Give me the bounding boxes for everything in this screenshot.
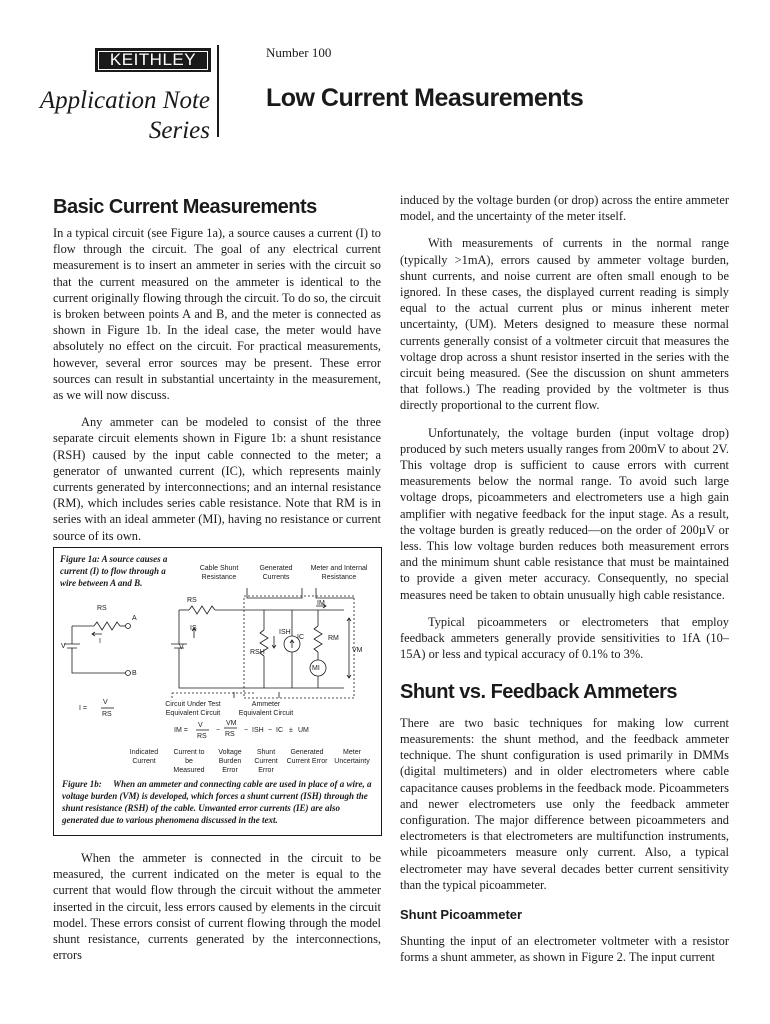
term-current: Current to be Measured — [173, 749, 205, 774]
formula-plusminus: ± — [289, 727, 293, 734]
arrow — [272, 636, 276, 648]
arrow — [290, 640, 294, 648]
label-generated-currents: Generated Currents — [259, 565, 293, 581]
term-voltage: Voltage Burden Error — [218, 749, 242, 774]
term-generated: Generated Current Error — [286, 749, 328, 765]
label-vm: VM — [352, 647, 363, 654]
formula-minus: − — [216, 727, 221, 734]
formula-minus: − — [268, 727, 273, 734]
paragraph-r1: induced by the voltage burden (or drop) across the entire ammeter model, and the uncertainty of the meter itself. — [400, 193, 729, 224]
figure-1b-text: When an ammeter and connecting cable are used in place of a wire, a voltage burden (VM) is developed, which forces a shunt current (ISH) through the shunt resistance (RSH) of the cable. Unwanted error currents (IE) are also generated due to various phenomena discussed in the text. — [62, 779, 372, 825]
label-rs-1b: RS — [187, 597, 197, 604]
paragraph-1 — [53, 225, 381, 403]
term-indicated: Indicated Current — [129, 749, 159, 765]
arrow — [92, 632, 102, 636]
terminal-a — [126, 624, 131, 629]
page-title: Low Current Measurements — [266, 84, 584, 112]
formula-ish: ISH — [252, 727, 264, 734]
formula-vm: VM — [226, 720, 237, 727]
arrow — [347, 618, 351, 678]
label-a: A — [132, 615, 137, 622]
note-number: Number 100 — [266, 45, 332, 60]
figure-1b-caption — [62, 778, 374, 826]
label-ic: IC — [297, 634, 304, 641]
figure-1a-caption: Figure 1a: A source causes a current (I) to flow through a wire between A and B. — [60, 554, 168, 588]
paragraph-3: When the ammeter is connected in the circuit to be measured, the current indicated on the meter is equal to the current that would flow through the circuit without the ammeter inserted in the circuit, less errors caused by elements in the circuit model. These errors consist of current flowing through the model shunt resistance, currents generated by the interconnections, errors — [53, 851, 381, 963]
header-divider — [217, 45, 219, 137]
resistor-rm — [314, 626, 322, 652]
label-rm: RM — [328, 635, 339, 642]
series-title — [40, 86, 210, 146]
paragraph-1-text: In a typical circuit (see Figure 1a), a source causes a current (I) to flow through the circuit. The goal of any electrical current measurement is to insert an ammeter in series with the circuit so that the current measured on the ammeter is identical to the current originally flowing through the circuit. To do so, the circuit is broken between points A and B, and the meter is connected as shown in Figure 1b. In the ideal case, the meter would have absolutely no effect on the circuit. For practical measurements, however, several error sources may be present. These error sources can result in substantial uncertainty in the measurement, as we will now discuss. — [53, 226, 381, 403]
label-circuit-under-test: Circuit Under Test Equivalent Circuit — [165, 701, 221, 717]
subheading-shunt-picoammeter: Shunt Picoammeter — [400, 906, 523, 922]
formula-im: IM = — [174, 727, 188, 734]
label-rsh: RSH — [250, 649, 265, 656]
right-column — [400, 192, 729, 966]
formula-minus: − — [244, 727, 249, 734]
series-line-2: Series — [148, 117, 210, 144]
term-shunt: Shunt Current Error — [254, 749, 278, 774]
label-ish: ISH — [279, 629, 291, 636]
label-i: I — [99, 638, 101, 645]
dashed-box — [172, 693, 254, 698]
label-mi: MI — [312, 665, 320, 672]
left-column-bottom — [53, 850, 381, 963]
series-line-1: Application Note — [39, 87, 210, 114]
section-heading-basic: Basic Current Measurements — [53, 196, 317, 218]
battery — [64, 644, 80, 648]
label-is: IS — [190, 625, 197, 632]
term-meter: Meter Uncertainty — [334, 749, 370, 765]
label-v-1a: V — [61, 643, 66, 650]
label-b: B — [132, 670, 137, 677]
formula-um: UM — [298, 727, 309, 734]
label-rs-den: RS — [102, 711, 112, 718]
paragraph-r6: Shunting the input of an electrometer voltmeter with a resistor forms a shunt ammeter, as shown in Figure 2. The input current — [400, 934, 729, 965]
paragraph-2-text: Any ammeter can be modeled to consist of the three separate circuit elements shown in Figure 1b: a shunt resistance (RSH) caused by the input cable connected to the meter; a generator of unwanted current (IC), which represents mainly currents generated by interconnections; and an internal resistance (RM), which includes series cable resistance. Note that RM is in series with an ideal ammeter (MI), having no resistance or current source of its own. — [53, 415, 381, 543]
figure-1 — [53, 547, 382, 836]
formula-rs-1: RS — [197, 733, 207, 740]
paragraph-r3: Unfortunately, the voltage burden (input voltage drop) produced by such meters usually ranges from 200mV to about 2V. This voltage drop is sufficient to cause errors with current measurements below the normal range. To avoid such large voltage drops, picoammeters and electrometers use a high gain amplifier with negative feedback for the input stage. As a result, the voltage burden is greatly reduced—on the order of 200µV or less. This low voltage burden reduces both measurement errors and the minimum shunt cable resistance that must be maintained to provide a given meter accuracy. Consequently, no special measures need be taken to obtain unusually high cable resistance. — [400, 425, 729, 602]
label-ammeter-equiv: Ammeter Equivalent Circuit — [238, 701, 294, 717]
bracket — [247, 588, 302, 598]
keithley-logo — [95, 48, 211, 72]
bracket — [316, 588, 354, 598]
formula-rs-2: RS — [225, 731, 235, 738]
paragraph-2 — [53, 414, 381, 544]
resistor-rs-1a — [94, 622, 120, 630]
label-cable-shunt: Cable Shunt Resistance — [199, 565, 239, 581]
paragraph-r2: With measurements of currents in the normal range (typically >1mA), errors caused by ammeter voltage burden, shunt currents, and noise current are often small enough to be ignored. In these cases, the displayed current reading is simply equal to the actual current plus or minus inherent meter uncertainty, (UM). Meters designed to measure these normal currents generally consist of a voltmeter circuit that measures the voltage drop across a shunt resistor inserted in the series with the circuit being measured. (See the discussion on shunt ammeters that follows.) The reading provided by the voltmeter is thus directly proportional to the current flow. — [400, 236, 729, 413]
label-meter-internal: Meter and Internal Resistance — [310, 565, 368, 581]
wire — [72, 648, 126, 673]
formula-ic: IC — [276, 727, 283, 734]
terminal-b — [126, 671, 131, 676]
label-v-num: V — [103, 699, 108, 706]
logo-text: KEITHLEY — [98, 51, 208, 70]
left-column — [53, 225, 381, 544]
label-im: IM — [317, 600, 325, 607]
figure-1b-label: Figure 1b: — [62, 779, 102, 789]
label-v-1b: V — [179, 644, 184, 651]
resistor-rs-1b — [189, 606, 215, 614]
label-i-eq: I = — [79, 705, 87, 712]
paragraph-r4: Typical picoammeters or electrometers that employ feedback ammeters generally provide sensitivities to 1fA (10–15A) or less and typical accuracy of 0.1% to 3%. — [400, 614, 729, 662]
label-rs-1a: RS — [97, 605, 107, 612]
paragraph-r5: There are two basic techniques for making low current measurements: the shunt method, and the feedback ammeter technique. The shunt configuration is used primarily in DMMs (digital multimeters) and in older electrometers where cable capacitance causes problems in the feedback mode. Picoammeters and newer electrometers use only the feedback ammeter configuration. The major difference between picoammeters and electrometers is that electrometers are multifunction instruments, while picoammeters measure only current. Also, a typical electrometer may have several decades better current sensitivity than the typical picoammeter. — [400, 715, 729, 892]
circuit-diagram — [54, 548, 381, 778]
formula-v: V — [198, 722, 203, 729]
section-heading-shunt: Shunt vs. Feedback Ammeters — [400, 681, 677, 704]
